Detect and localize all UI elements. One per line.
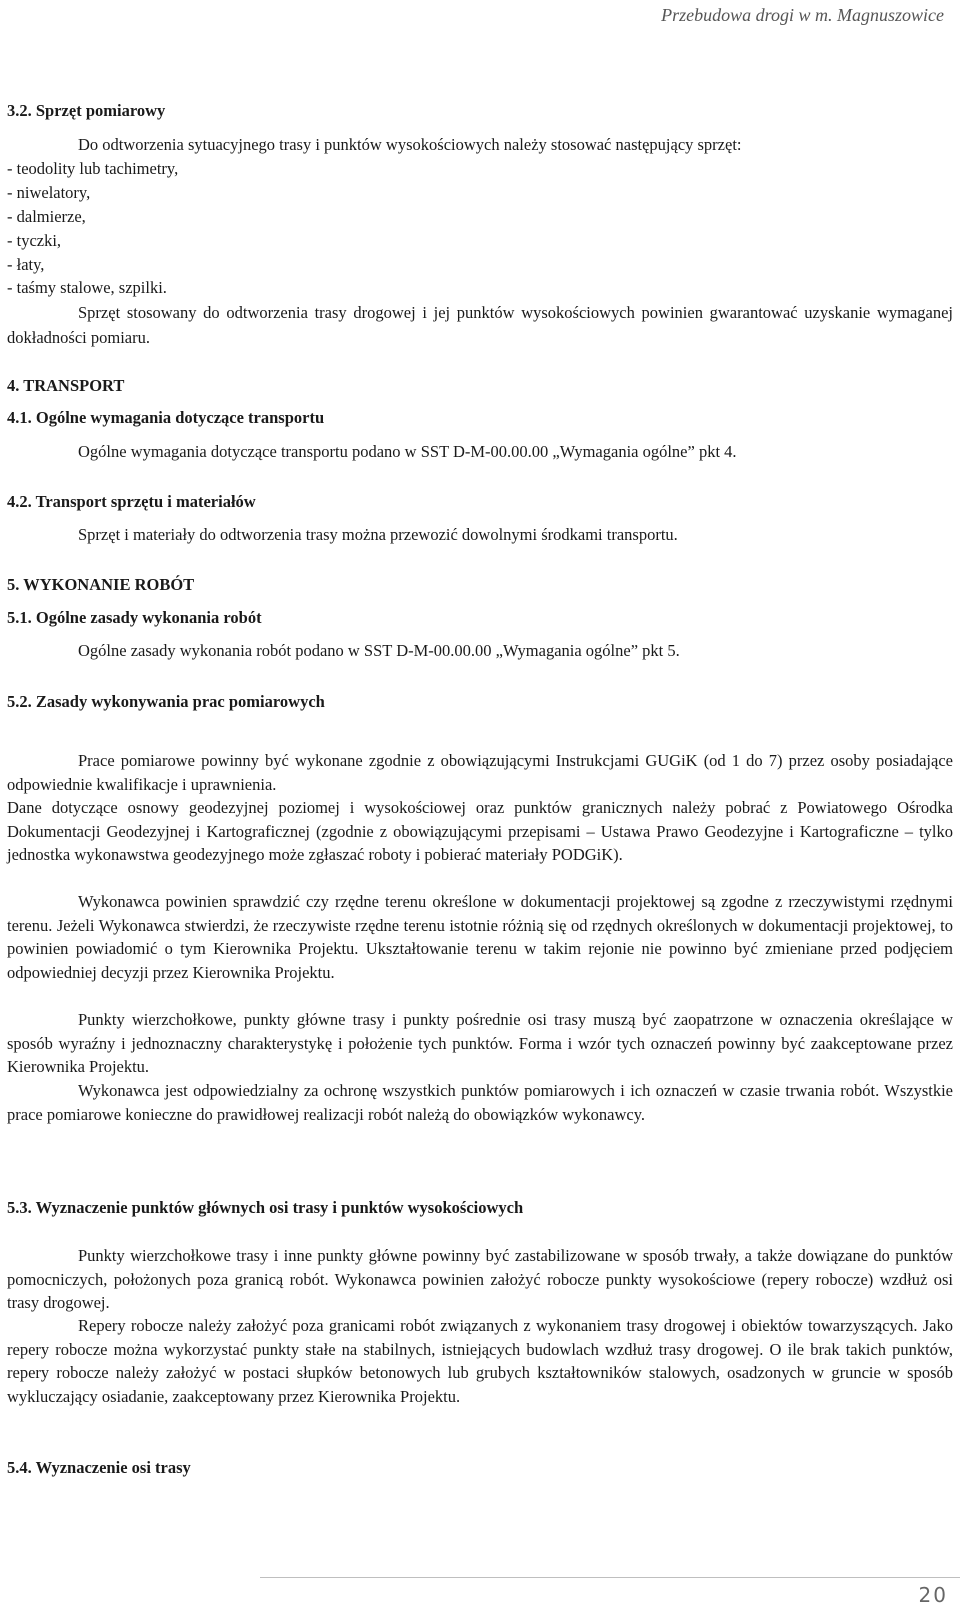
survey-paragraph-4: Punkty wierzchołkowe, punkty główne trasy i punkty pośrednie osi trasy muszą być zaopatrzone w oznaczenia określające w sposób wyraźny i jednoznaczny charakterystykę i położenie tych punktów. Forma i wzór tych oznaczeń powinny być zaakceptowane przez Kierownika Projektu. [7,1010,953,1076]
transport-general-text: Ogólne wymagania dotyczące transportu podano w SST D-M-00.00.00 „Wymagania ogólne” pkt 4. [78,442,737,461]
list-item: - łaty, [7,255,45,274]
survey-paragraph-3: Wykonawca powinien sprawdzić czy rzędne terenu określone w dokumentacji projektowej są zgodne z rzeczywistymi rzędnymi terenu. Jeżeli Wykonawca stwierdzi, że rzeczywiste rzędne terenu istotnie różnią się od rzędnych określonych w dokumentacji projektowej, to powinien powiadomić o tym Kierownika Projektu. Ukształtowanie terenu w takim rejonie nie powinno być zmieniane przed podjęciem odpowiedniej decyzji przez Kierownika Projektu. [7,892,953,982]
list-item: - dalmierze, [7,207,86,226]
heading-4-2: 4.2. Transport sprzętu i materiałów [7,492,256,511]
page-number: 20 [918,1583,948,1607]
heading-3-2: 3.2. Sprzęt pomiarowy [7,101,166,120]
works-general-text: Ogólne zasady wykonania robót podano w SST D-M-00.00.00 „Wymagania ogólne” pkt 5. [78,641,680,660]
main-points-paragraph-1: Punkty wierzchołkowe trasy i inne punkty główne powinny być zastabilizowane w sposób trwały, a także dowiązane do punktów pomocniczych, położonych poza granicą robót. Wykonawca powinien założyć robocze punkty wysokościowe (repery robocze) wzdłuż osi trasy drogowej. [7,1246,953,1312]
heading-5-2: 5.2. Zasady wykonywania prac pomiarowych [7,692,325,711]
list-item: - niwelatory, [7,183,91,202]
heading-5-1: 5.1. Ogólne zasady wykonania robót [7,608,262,627]
survey-paragraph-5: Wykonawca jest odpowiedzialny za ochronę wszystkich punktów pomiarowych i ich oznaczeń w czasie trwania robót. Wszystkie prace pomiarowe konieczne do prawidłowej realizacji robót należą do obowiązków wykonawcy. [7,1081,953,1124]
equipment-intro: Do odtworzenia sytuacyjnego trasy i punktów wysokościowych należy stosować następujący sprzęt: [78,135,742,154]
main-points-paragraph-2: Repery robocze należy założyć poza granicami robót związanych z wykonaniem trasy drogowej i obiektów towarzyszących. Jako repery robocze można wykorzystać punkty stałe na stabilnych, istniejących budowlach wzdłuż trasy drogowej. O ile brak takich punktów, repery robocze należy założyć w postaci słupków betonowych lub grubych kształtowników stalowych, osadzonych w gruncie w sposób wykluczający osiadanie, zaakceptowany przez Kierownika Projektu. [7,1316,953,1406]
heading-4: 4. TRANSPORT [7,376,125,395]
transport-equipment-text: Sprzęt i materiały do odtworzenia trasy można przewozić dowolnymi środkami transportu. [78,525,678,544]
heading-5-4: 5.4. Wyznaczenie osi trasy [7,1458,191,1477]
page-header-title: Przebudowa drogi w m. Magnuszowice [661,5,944,25]
list-item: - taśmy stalowe, szpilki. [7,278,167,297]
footer-divider [260,1577,960,1578]
heading-5-3: 5.3. Wyznaczenie punktów głównych osi trasy i punktów wysokościowych [7,1198,524,1217]
heading-4-1: 4.1. Ogólne wymagania dotyczące transportu [7,408,325,427]
heading-5: 5. WYKONANIE ROBÓT [7,575,195,594]
survey-paragraph-1: Prace pomiarowe powinny być wykonane zgodnie z obowiązującymi Instrukcjami GUGiK (od 1 do 7) przez osoby posiadające odpowiednie kwalifikacje i uprawnienia. [7,751,953,794]
survey-paragraph-2: Dane dotyczące osnowy geodezyjnej poziomej i wysokościowej oraz punktów granicznych należy pobrać z Powiatowego Ośrodka Dokumentacji Geodezyjnej i Kartograficznej (zgodnie z obowiązującymi przepisami – Ustawa Prawo Geodezyjne i Kartograficzne – tylko jednostka wykonawstwa geodezyjnego może zgłaszać roboty i pobierać materiały PODGiK). [7,798,953,864]
equipment-closing-paragraph: Sprzęt stosowany do odtworzenia trasy drogowej i jej punktów wysokościowych powinien gwarantować uzyskanie wymaganej dokładności pomiaru. [7,303,953,347]
list-item: - teodolity lub tachimetry, [7,159,179,178]
list-item: - tyczki, [7,231,62,250]
